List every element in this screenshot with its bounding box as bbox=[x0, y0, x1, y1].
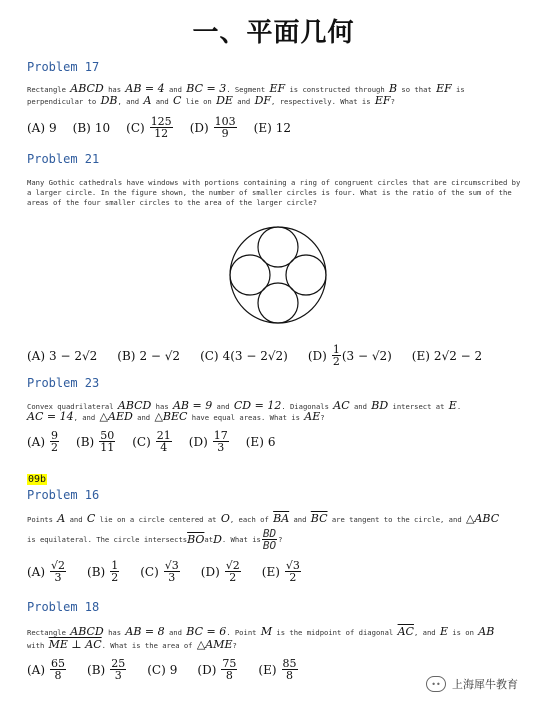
text: have equal areas. What is bbox=[187, 413, 305, 422]
choice-b bbox=[87, 658, 127, 681]
math: AE bbox=[304, 410, 321, 423]
math: D bbox=[213, 532, 222, 546]
problem-17-line-1 bbox=[27, 84, 465, 95]
choice-label: (A) bbox=[27, 662, 46, 677]
math: E bbox=[439, 625, 448, 638]
choice-value: 10 bbox=[94, 120, 111, 135]
choice-d bbox=[197, 658, 238, 681]
problem-18-choices bbox=[27, 658, 315, 681]
problem-18-line-2 bbox=[27, 640, 237, 651]
numerator: 9 bbox=[51, 429, 59, 442]
choice-value: 4(3 − 2√2) bbox=[222, 348, 288, 363]
question-fraction bbox=[262, 528, 277, 551]
math: AB = 9 bbox=[172, 399, 213, 412]
fraction bbox=[50, 430, 59, 453]
choice-d bbox=[308, 344, 392, 367]
problem-21-heading: Problem 21 bbox=[27, 152, 100, 166]
problem-16-line-2 bbox=[27, 528, 282, 551]
math: ABCD bbox=[117, 399, 152, 412]
numerator: 75 bbox=[222, 657, 237, 670]
text: is bbox=[451, 85, 465, 94]
text: is on bbox=[447, 628, 479, 637]
denominator: 3 bbox=[54, 571, 62, 584]
text: at bbox=[204, 534, 214, 544]
text: , respectively. What is bbox=[271, 97, 375, 106]
math: BD bbox=[371, 399, 389, 412]
math-segment: ME ⊥ AC bbox=[48, 638, 102, 651]
question-mark: ? bbox=[278, 534, 283, 544]
math: △AED bbox=[99, 410, 133, 423]
choice-e bbox=[262, 560, 302, 583]
choice-label: (E) bbox=[261, 564, 280, 579]
choice-value: 9 bbox=[169, 662, 178, 677]
numerator: 1 bbox=[332, 343, 340, 356]
text: and bbox=[65, 515, 87, 524]
math: A bbox=[143, 94, 152, 107]
year-tag bbox=[27, 467, 47, 486]
text: perpendicular to bbox=[27, 97, 101, 106]
choice-label: (D) bbox=[200, 564, 220, 579]
math: O bbox=[220, 512, 230, 525]
text: is constructed through bbox=[285, 85, 390, 94]
year-tag-label: 09b bbox=[28, 474, 47, 485]
choice-label: (C) bbox=[200, 348, 219, 363]
problem-18-heading: Problem 18 bbox=[27, 600, 100, 614]
choice-c bbox=[147, 663, 177, 677]
fraction bbox=[164, 560, 180, 583]
fraction bbox=[150, 116, 173, 139]
text: has bbox=[103, 85, 126, 94]
fraction bbox=[214, 116, 237, 139]
fraction bbox=[50, 658, 66, 681]
text: and bbox=[349, 402, 372, 411]
problem-21-line-1: Many Gothic cathedrals have windows with portions containing a ring of congruent circles that are circumscribed by bbox=[27, 178, 521, 187]
denominator: 9 bbox=[221, 127, 229, 140]
choice-a bbox=[27, 349, 97, 363]
choice-label: (C) bbox=[147, 662, 166, 677]
math: AB bbox=[478, 625, 495, 638]
math: A bbox=[57, 512, 66, 525]
choice-label: (D) bbox=[307, 348, 327, 363]
math: AB = 8 bbox=[125, 625, 165, 638]
choice-label: (A) bbox=[27, 434, 46, 449]
choice-e bbox=[254, 121, 291, 135]
fraction bbox=[221, 658, 237, 681]
choice-label: (E) bbox=[253, 120, 272, 135]
fraction bbox=[110, 560, 119, 583]
math: C bbox=[173, 94, 182, 107]
problem-16-line-1 bbox=[27, 514, 499, 525]
math-segment: $\overline{AC}$ bbox=[397, 625, 414, 638]
choice-value: 3 − 2√2 bbox=[49, 348, 98, 363]
problem-23-heading: Problem 23 bbox=[27, 376, 100, 390]
choice-b bbox=[117, 349, 180, 363]
text: is the midpoint of diagonal bbox=[272, 628, 398, 637]
denominator: 8 bbox=[54, 669, 62, 682]
math: ABCD bbox=[70, 82, 104, 95]
math: E bbox=[448, 399, 457, 412]
text: has bbox=[151, 402, 173, 411]
math: △AME bbox=[196, 638, 233, 651]
text: with bbox=[27, 641, 49, 650]
choice-e bbox=[246, 435, 276, 449]
choice-e bbox=[412, 349, 482, 363]
choice-e bbox=[258, 658, 298, 681]
choice-label: (A) bbox=[27, 564, 46, 579]
denominator: 3 bbox=[217, 441, 225, 454]
fraction bbox=[225, 560, 241, 583]
text: and bbox=[132, 413, 155, 422]
choice-label: (A) bbox=[27, 348, 46, 363]
denominator: BO bbox=[262, 539, 277, 552]
choice-b bbox=[73, 121, 110, 135]
math: EF bbox=[436, 82, 452, 95]
fraction bbox=[285, 560, 301, 583]
denominator: 3 bbox=[114, 669, 122, 682]
choice-c bbox=[140, 560, 181, 583]
text: ? bbox=[320, 413, 325, 422]
choice-a bbox=[27, 121, 57, 135]
large-circle bbox=[230, 227, 326, 323]
numerator: 85 bbox=[282, 657, 297, 670]
choice-c bbox=[200, 349, 288, 363]
wechat-icon: •• bbox=[426, 676, 446, 692]
problem-17-line-2 bbox=[27, 96, 395, 107]
choice-label: (D) bbox=[188, 434, 208, 449]
fraction bbox=[332, 344, 341, 367]
text: Convex quadrilateral bbox=[27, 402, 118, 411]
choice-c bbox=[132, 430, 173, 453]
choice-label: (C) bbox=[140, 564, 159, 579]
math: BC = 6 bbox=[186, 625, 227, 638]
math: AB = 4 bbox=[125, 82, 165, 95]
problem-21-line-2: a larger circle. In the figure shown, the number of smaller circles is four. What is the ratio of the sum of the bbox=[27, 188, 512, 197]
choice-label: (E) bbox=[258, 662, 277, 677]
text: is equilateral. The circle intersects bbox=[27, 534, 188, 544]
choice-value: 2 − √2 bbox=[139, 348, 181, 363]
choice-label: (A) bbox=[27, 120, 46, 135]
choice-d bbox=[189, 430, 230, 453]
choice-value: 9 bbox=[49, 120, 57, 135]
choice-label: (C) bbox=[126, 120, 145, 135]
numerator: 125 bbox=[150, 115, 172, 128]
denominator: 2 bbox=[51, 441, 59, 454]
problem-16-heading: Problem 16 bbox=[27, 488, 100, 502]
choice-label: (B) bbox=[117, 348, 136, 363]
math: EF bbox=[269, 82, 286, 95]
problem-23-choices bbox=[27, 430, 292, 453]
choice-label: (D) bbox=[197, 662, 217, 677]
math: EF bbox=[374, 94, 391, 107]
text: and bbox=[212, 402, 234, 411]
text: and bbox=[151, 97, 174, 106]
numerator: √2 bbox=[225, 559, 240, 572]
text: lie on a circle centered at bbox=[95, 515, 221, 524]
choice-label: (C) bbox=[132, 434, 151, 449]
math: AC bbox=[333, 399, 350, 412]
problem-21-choices bbox=[27, 344, 498, 367]
text: . bbox=[456, 402, 462, 411]
numerator: √3 bbox=[164, 559, 179, 572]
math-segment: $\overline{BO}$ bbox=[187, 532, 205, 546]
denominator: 4 bbox=[160, 441, 168, 454]
choice-b bbox=[87, 560, 120, 583]
problem-23-line-2 bbox=[27, 412, 325, 423]
text: are tangent to the circle, and bbox=[327, 515, 466, 524]
text: intersect at bbox=[388, 402, 449, 411]
numerator: 21 bbox=[156, 429, 171, 442]
choice-label: (E) bbox=[411, 348, 430, 363]
small-circle-right bbox=[286, 255, 326, 295]
text: and bbox=[289, 515, 311, 524]
choice-value: 12 bbox=[275, 120, 292, 135]
numerator: √2 bbox=[51, 559, 66, 572]
numerator: 103 bbox=[214, 115, 236, 128]
math-segment: $\overline{BC}$ bbox=[310, 512, 328, 525]
text: Rectangle bbox=[27, 85, 71, 94]
text: . Diagonals bbox=[281, 402, 334, 411]
math: △ABC bbox=[466, 512, 500, 525]
numerator: 50 bbox=[100, 429, 115, 442]
text: . Segment bbox=[226, 85, 270, 94]
fraction bbox=[50, 560, 66, 583]
choice-label: (B) bbox=[76, 434, 95, 449]
math: CD = 12 bbox=[233, 399, 282, 412]
problem-17-choices bbox=[27, 116, 307, 139]
text: . What is bbox=[221, 534, 261, 544]
text: , and bbox=[413, 628, 440, 637]
text: has bbox=[103, 628, 126, 637]
choice-label: (B) bbox=[72, 120, 91, 135]
choice-d bbox=[201, 560, 242, 583]
math: AC = 14 bbox=[27, 410, 74, 423]
math: DF bbox=[254, 94, 272, 107]
denominator: 2 bbox=[111, 571, 119, 584]
math-segment: $\overline{BA}$ bbox=[273, 512, 290, 525]
watermark bbox=[426, 676, 518, 692]
numerator: 1 bbox=[111, 559, 119, 572]
denominator: 8 bbox=[225, 669, 233, 682]
problem-21-line-3: areas of the four smaller circles to the area of the larger circle? bbox=[27, 198, 317, 207]
choice-value: 2√2 − 2 bbox=[433, 348, 483, 363]
problem-23-line-1 bbox=[27, 401, 461, 412]
denominator: 2 bbox=[289, 571, 297, 584]
text: and bbox=[164, 85, 187, 94]
text: Points bbox=[27, 515, 58, 524]
choice-c bbox=[126, 116, 174, 139]
fraction bbox=[99, 430, 115, 453]
text: and bbox=[164, 628, 187, 637]
problem-16-choices bbox=[27, 560, 318, 583]
fraction bbox=[282, 658, 298, 681]
choice-label: (E) bbox=[245, 434, 264, 449]
choice-a bbox=[27, 658, 67, 681]
numerator: BD bbox=[262, 527, 277, 540]
denominator: 3 bbox=[168, 571, 176, 584]
choice-b bbox=[76, 430, 116, 453]
math: ABCD bbox=[70, 625, 104, 638]
circles-figure bbox=[226, 220, 330, 330]
choice-a bbox=[27, 560, 67, 583]
choice-value: 6 bbox=[267, 434, 276, 449]
small-circle-left bbox=[230, 255, 270, 295]
fraction bbox=[213, 430, 229, 453]
choice-label: (D) bbox=[189, 120, 209, 135]
choice-value-rest: (3 − √2) bbox=[341, 348, 392, 363]
text: , each of bbox=[229, 515, 274, 524]
numerator: 17 bbox=[213, 429, 228, 442]
text: , and bbox=[117, 97, 144, 106]
text: , and bbox=[73, 413, 100, 422]
denominator: 11 bbox=[100, 441, 115, 454]
text: so that bbox=[397, 85, 437, 94]
page-title: 一、平面几何 bbox=[192, 18, 355, 48]
fraction bbox=[110, 658, 126, 681]
text: . Point bbox=[226, 628, 261, 637]
choice-label: (B) bbox=[87, 662, 106, 677]
watermark-text: 上海犀牛教育 bbox=[452, 678, 518, 691]
choice-d bbox=[190, 116, 238, 139]
denominator: 12 bbox=[154, 127, 169, 140]
problem-17-heading: Problem 17 bbox=[27, 60, 100, 74]
numerator: √3 bbox=[285, 559, 300, 572]
problem-18-line-1 bbox=[27, 627, 494, 638]
math: DB bbox=[100, 94, 118, 107]
numerator: 25 bbox=[111, 657, 126, 670]
numerator: 65 bbox=[51, 657, 66, 670]
text: and bbox=[232, 97, 255, 106]
choice-label: (B) bbox=[87, 564, 106, 579]
math: M bbox=[260, 625, 273, 638]
denominator: 2 bbox=[332, 355, 340, 368]
math: △BEC bbox=[154, 410, 188, 423]
text: lie on bbox=[181, 97, 217, 106]
denominator: 2 bbox=[229, 571, 237, 584]
math: BC = 3 bbox=[186, 82, 227, 95]
choice-a bbox=[27, 430, 60, 453]
text: ? bbox=[232, 641, 237, 650]
math: B bbox=[389, 82, 398, 95]
text: Rectangle bbox=[27, 628, 71, 637]
text: ? bbox=[390, 97, 395, 106]
math: DE bbox=[216, 94, 233, 107]
math: C bbox=[86, 512, 96, 525]
text: . What is the area of bbox=[101, 641, 197, 650]
fraction bbox=[156, 430, 172, 453]
denominator: 8 bbox=[286, 669, 294, 682]
